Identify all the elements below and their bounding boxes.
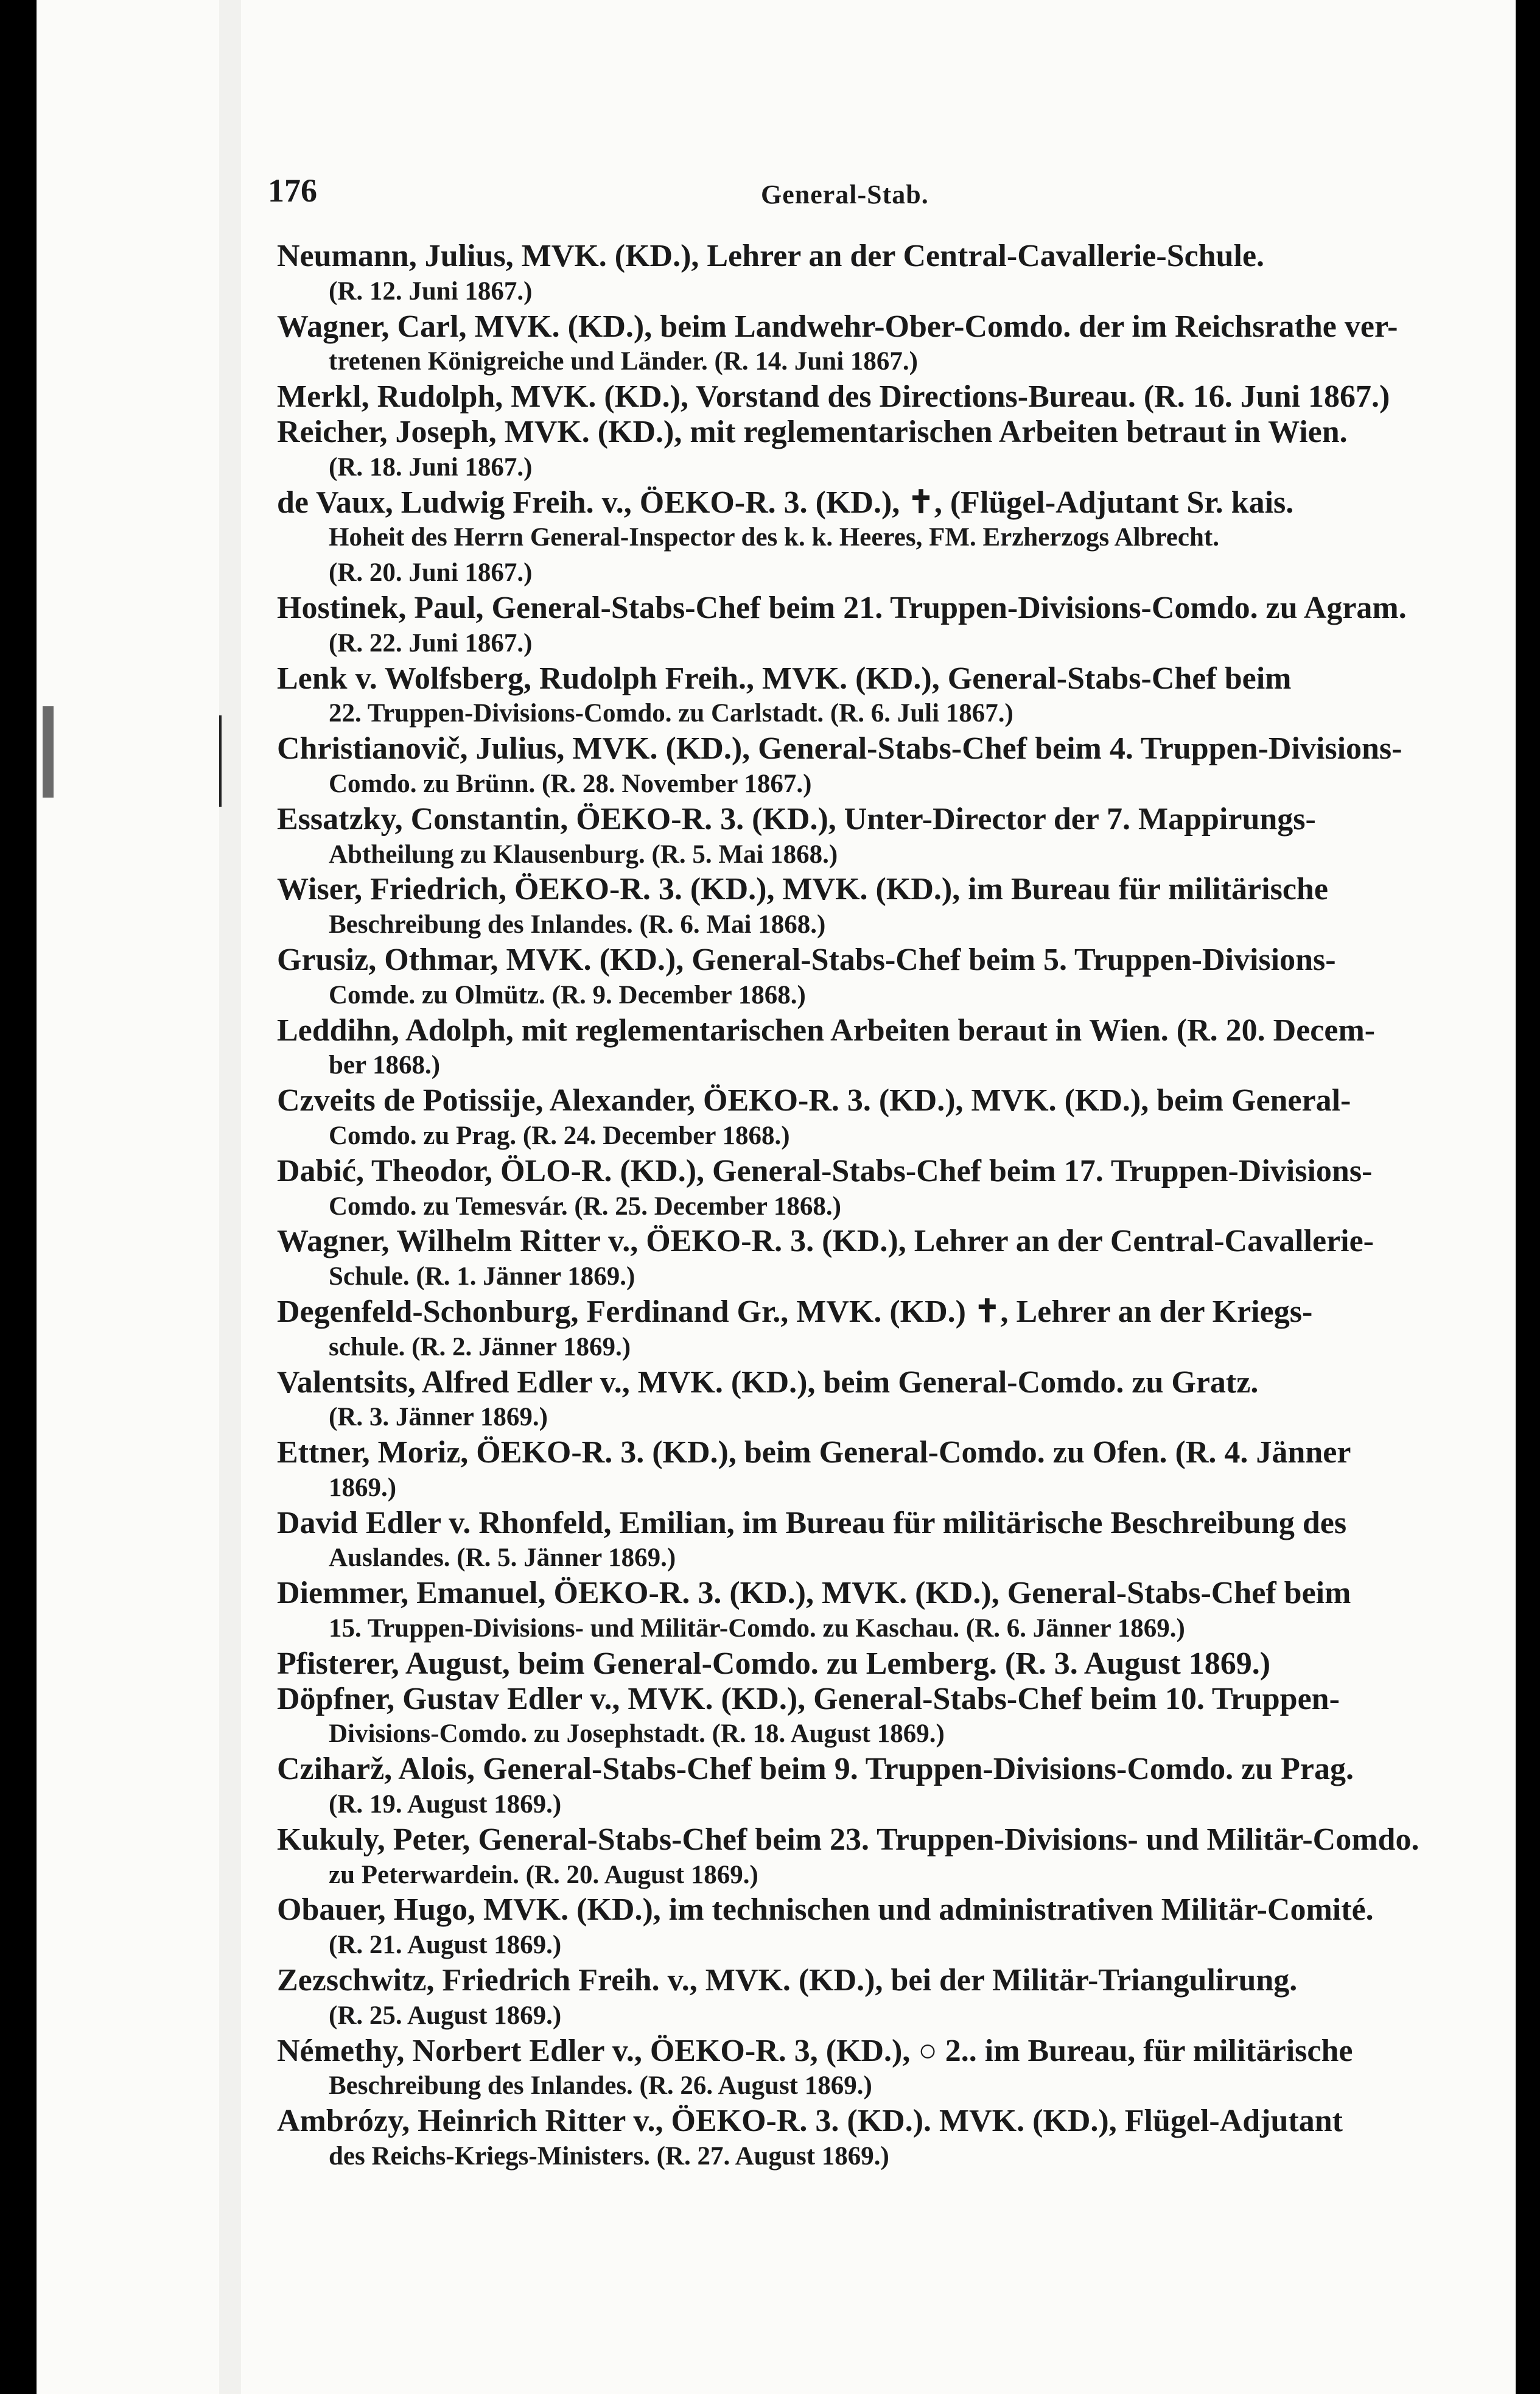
- entry-detail-line: Schule. (R. 1. Jänner 1869.): [329, 1262, 635, 1291]
- list-item: [277, 943, 1464, 1013]
- entry-name-line: Lenk v. Wolfsberg, Rudolph Freih., MVK. (KD.), General-Stabs-Chef beim: [277, 661, 1292, 696]
- list-item: [277, 415, 1464, 485]
- list-item: [277, 1646, 1464, 1682]
- entry-name-line: Reicher, Joseph, MVK. (KD.), mit reglementarischen Arbeiten betraut in Wien.: [277, 414, 1348, 449]
- entry-detail-line: (R. 12. Juni 1867.): [329, 276, 533, 306]
- entry-detail-line: 15. Truppen-Divisions- und Militär-Comdo. zu Kaschau. (R. 6. Jänner 1869.): [329, 1614, 1185, 1643]
- entry-name-line: Ambrózy, Heinrich Ritter v., ÖEKO-R. 3. (KD.). MVK. (KD.), Flügel-Adjutant: [277, 2104, 1343, 2139]
- entry-detail-line: Comdo. zu Brünn. (R. 28. November 1867.): [329, 769, 812, 798]
- list-item: [277, 1294, 1464, 1365]
- entry-name-line: Kukuly, Peter, General-Stabs-Chef beim 23. Truppen-Divisions- und Militär-Comdo.: [277, 1822, 1419, 1857]
- entry-detail-line: Comdo. zu Prag. (R. 24. December 1868.): [329, 1121, 790, 1150]
- list-item: [277, 1013, 1464, 1084]
- entry-detail-line: (R. 21. August 1869.): [329, 1931, 562, 1960]
- page-number: 176: [268, 172, 317, 209]
- entry-detail-line: Comde. zu Olmütz. (R. 9. December 1868.): [329, 980, 806, 1009]
- entry-name-line: Cziharž, Alois, General-Stabs-Chef beim 9. Truppen-Divisions-Comdo. zu Prag.: [277, 1752, 1354, 1787]
- entry-name-line: Wagner, Carl, MVK. (KD.), beim Landwehr-Ober-Comdo. der im Reichsrathe ver-: [277, 309, 1398, 344]
- entry-detail-line: tretenen Königreiche und Länder. (R. 14. Juni 1867.): [329, 347, 918, 376]
- entry-detail-line: (R. 18. Juni 1867.): [329, 452, 533, 482]
- entry-name-line: David Edler v. Rhonfeld, Emilian, im Bureau für militärische Beschreibung des: [277, 1505, 1347, 1540]
- entry-name-line: Czveits de Potissije, Alexander, ÖEKO-R. 3. (KD.), MVK. (KD.), beim General-: [277, 1083, 1351, 1118]
- list-item: [277, 661, 1464, 732]
- page-title: General-Stab.: [761, 180, 929, 209]
- entry-detail-line: Auslandes. (R. 5. Jänner 1869.): [329, 1543, 676, 1573]
- entry-name-line: Christianovič, Julius, MVK. (KD.), General-Stabs-Chef beim 4. Truppen-Divisions-: [277, 731, 1402, 767]
- entry-name-line: Valentsits, Alfred Edler v., MVK. (KD.), beim General-Comdo. zu Gratz.: [277, 1364, 1259, 1400]
- list-item: [277, 1682, 1464, 1752]
- entry-detail-line: zu Peterwardein. (R. 20. August 1869.): [329, 1860, 758, 1889]
- entry-name-line: Essatzky, Constantin, ÖEKO-R. 3. (KD.), Unter-Director der 7. Mappirungs-: [277, 801, 1316, 837]
- entry-name-line: Dabić, Theodor, ÖLO-R. (KD.), General-Stabs-Chef beim 17. Truppen-Divisions-: [277, 1153, 1373, 1188]
- entry-name-line: Hostinek, Paul, General-Stabs-Chef beim 21. Truppen-Divisions-Comdo. zu Agram.: [277, 590, 1407, 625]
- entry-name-line: Zezschwitz, Friedrich Freih. v., MVK. (KD.), bei der Militär-Triangulirung.: [277, 1963, 1298, 1998]
- list-item: [277, 1506, 1464, 1576]
- entry-name-line: Leddihn, Adolph, mit reglementarischen Arbeiten beraut in Wien. (R. 20. Decem-: [277, 1013, 1376, 1048]
- entry-detail-line: Beschreibung des Inlandes. (R. 26. August 1869.): [329, 2071, 872, 2101]
- entry-detail-line: ber 1868.): [329, 1051, 441, 1080]
- margin-rule: [219, 715, 222, 807]
- entry-detail-line: Hoheit des Herrn General-Inspector des k. k. Heeres, FM. Erzherzogs Albrecht.: [329, 523, 1219, 552]
- entry-name-line: Merkl, Rudolph, MVK. (KD.), Vorstand des Directions-Bureau. (R. 16. Juni 1867.): [277, 379, 1390, 415]
- list-item: [277, 802, 1464, 872]
- page-sheet: [37, 0, 1516, 2394]
- list-item: [277, 2104, 1464, 2174]
- list-item: [277, 2034, 1464, 2104]
- list-item: [277, 379, 1464, 415]
- entry-detail-line: (R. 19. August 1869.): [329, 1790, 562, 1819]
- list-item: [277, 1083, 1464, 1154]
- list-item: [277, 872, 1464, 943]
- list-item: [277, 1435, 1464, 1506]
- list-item: [277, 591, 1464, 661]
- entry-detail-line: Beschreibung des Inlandes. (R. 6. Mai 1868.): [329, 910, 826, 939]
- list-item: [277, 1576, 1464, 1646]
- list-item: [277, 309, 1464, 380]
- entry-name-line: Obauer, Hugo, MVK. (KD.), im technischen und administrativen Militär-Comité.: [277, 1892, 1374, 1928]
- entry-name-line: de Vaux, Ludwig Freih. v., ÖEKO-R. 3. (KD.), ✝, (Flügel-Adjutant Sr. kais.: [277, 485, 1294, 520]
- entry-detail-line: des Reichs-Kriegs-Ministers. (R. 27. August 1869.): [329, 2142, 889, 2171]
- entry-name-line: Ettner, Moriz, ÖEKO-R. 3. (KD.), beim General-Comdo. zu Ofen. (R. 4. Jänner: [277, 1435, 1351, 1470]
- entry-detail-line: schule. (R. 2. Jänner 1869.): [329, 1332, 631, 1361]
- entry-name-line: Degenfeld-Schonburg, Ferdinand Gr., MVK. (KD.) ✝, Lehrer an der Kriegs-: [277, 1294, 1313, 1329]
- entry-detail-line: (R. 25. August 1869.): [329, 2001, 562, 2030]
- entry-name-line: Wagner, Wilhelm Ritter v., ÖEKO-R. 3. (KD.), Lehrer an der Central-Cavallerie-: [277, 1224, 1374, 1259]
- list-item: [277, 731, 1464, 802]
- entry-detail-line: 22. Truppen-Divisions-Comdo. zu Carlstadt. (R. 6. Juli 1867.): [329, 699, 1013, 728]
- entry-detail-line: (R. 22. Juni 1867.): [329, 628, 533, 658]
- entry-list: [277, 239, 1464, 2174]
- scan-edge-mark: [43, 706, 54, 798]
- list-item: [277, 1154, 1464, 1224]
- list-item: [277, 1224, 1464, 1294]
- binding-shadow: [219, 0, 241, 2394]
- list-item: [277, 1892, 1464, 1963]
- entry-name-line: Pfisterer, August, beim General-Comdo. zu Lemberg. (R. 3. August 1869.): [277, 1646, 1271, 1681]
- entry-detail-line: Comdo. zu Temesvár. (R. 25. December 1868.): [329, 1192, 841, 1221]
- entry-name-line: Némethy, Norbert Edler v., ÖEKO-R. 3, (KD.), ○ 2.. im Bureau, für militärische: [277, 2033, 1353, 2068]
- list-item: [277, 1963, 1464, 2034]
- list-item: [277, 1365, 1464, 1436]
- entry-name-line: Grusiz, Othmar, MVK. (KD.), General-Stabs-Chef beim 5. Truppen-Divisions-: [277, 942, 1336, 977]
- entry-name-line: Neumann, Julius, MVK. (KD.), Lehrer an der Central-Cavallerie-Schule.: [277, 239, 1265, 273]
- entry-detail-line: 1869.): [329, 1473, 397, 1502]
- entry-detail-line: (R. 3. Jänner 1869.): [329, 1403, 548, 1432]
- entry-detail-line: (R. 20. Juni 1867.): [329, 558, 533, 588]
- entry-name-line: Wiser, Friedrich, ÖEKO-R. 3. (KD.), MVK. (KD.), im Bureau für militärische: [277, 872, 1328, 907]
- entry-name-line: Diemmer, Emanuel, ÖEKO-R. 3. (KD.), MVK. (KD.), General-Stabs-Chef beim: [277, 1576, 1351, 1611]
- entry-name-line: Döpfner, Gustav Edler v., MVK. (KD.), General-Stabs-Chef beim 10. Truppen-: [277, 1681, 1340, 1716]
- list-item: [277, 1822, 1464, 1893]
- entry-detail-line: Divisions-Comdo. zu Josephstadt. (R. 18. August 1869.): [329, 1719, 945, 1749]
- list-item: [277, 1752, 1464, 1822]
- list-item: [277, 485, 1464, 591]
- list-item: [277, 239, 1464, 309]
- entry-detail-line: Abtheilung zu Klausenburg. (R. 5. Mai 1868.): [329, 840, 838, 869]
